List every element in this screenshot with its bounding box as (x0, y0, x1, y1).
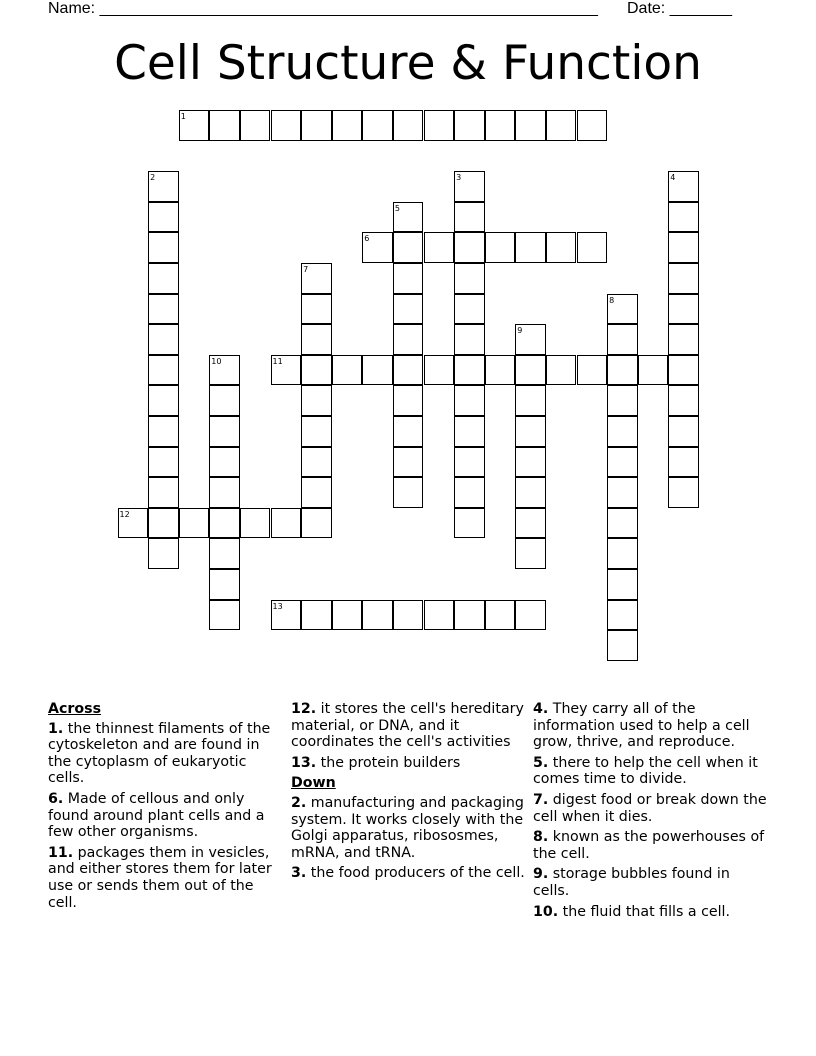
grid-cell[interactable] (546, 232, 577, 263)
grid-cell[interactable] (209, 508, 240, 539)
grid-cell[interactable] (607, 416, 638, 447)
clue-number-label: 3 (456, 173, 462, 183)
grid-cell[interactable] (271, 508, 302, 539)
clue-number-label: 9 (517, 326, 523, 336)
down-heading: Down (291, 775, 336, 792)
grid-cell[interactable] (515, 110, 546, 141)
grid-cell[interactable] (393, 263, 424, 294)
grid-cell[interactable] (454, 232, 485, 263)
clue-across-6: 6. Made of cellous and only found around plant cells and a few other organisms. (48, 790, 265, 841)
grid-cell[interactable] (393, 232, 424, 263)
grid-cell[interactable] (638, 355, 669, 386)
clue-down-8: 8. known as the powerhouses of the cell. (533, 829, 765, 862)
grid-cell[interactable] (454, 294, 485, 325)
grid-cell[interactable] (454, 324, 485, 355)
grid-cell[interactable] (454, 508, 485, 539)
grid-cell[interactable] (485, 600, 516, 631)
grid-cell[interactable] (607, 569, 638, 600)
clue-down-10: 10. the fluid that fills a cell. (533, 903, 730, 920)
grid-cell[interactable] (668, 294, 699, 325)
grid-cell[interactable] (668, 202, 699, 233)
grid-cell[interactable] (485, 232, 516, 263)
clue-number-label: 11 (272, 356, 283, 366)
grid-cell[interactable] (209, 569, 240, 600)
grid-cell[interactable] (546, 355, 577, 386)
clue-number-label: 8 (609, 295, 615, 305)
grid-cell[interactable] (301, 416, 332, 447)
grid-cell[interactable] (515, 447, 546, 478)
clue-down-4: 4. They carry all of the information used to help a cell grow, thrive, and reproduce. (533, 701, 750, 751)
grid-cell[interactable] (607, 385, 638, 416)
grid-cell[interactable] (301, 508, 332, 539)
grid-cell[interactable] (393, 294, 424, 325)
grid-cell[interactable] (393, 385, 424, 416)
grid-cell[interactable] (209, 447, 240, 478)
clue-down-7: 7. digest food or break down the cell when it dies. (533, 791, 767, 825)
grid-cell[interactable] (209, 385, 240, 416)
grid-cell[interactable] (668, 355, 699, 386)
grid-cell[interactable] (148, 477, 179, 508)
grid-cell[interactable] (301, 385, 332, 416)
grid-cell[interactable] (577, 110, 608, 141)
grid-cell[interactable] (179, 508, 210, 539)
grid-cell[interactable] (515, 385, 546, 416)
grid-cell[interactable] (668, 385, 699, 416)
clue-number-label: 10 (211, 356, 222, 366)
grid-cell[interactable] (301, 110, 332, 141)
grid-cell[interactable] (424, 600, 455, 631)
clue-down-3: 3. the food producers of the cell. (291, 865, 525, 882)
grid-cell[interactable] (240, 110, 271, 141)
page-title: Cell Structure & Function (114, 36, 702, 91)
clue-across-11: 11. packages them in vesicles, and either stores them for later use or sends them out of the cell. (48, 844, 272, 911)
clue-across-13: 13. the protein builders (291, 754, 461, 771)
clue-number-label: 4 (670, 173, 676, 183)
grid-cell[interactable] (577, 355, 608, 386)
clue-down-2: 2. manufacturing and packaging system. It works closely with the Golgi apparatus, ribososmes, mRNA, and tRNA. (291, 794, 524, 861)
clue-number-label: 6 (364, 234, 370, 244)
clues-column-1 (48, 701, 284, 915)
grid-cell[interactable] (148, 416, 179, 447)
clues-column-2 (291, 701, 527, 886)
date-field[interactable]: Date: _______ (627, 0, 732, 17)
grid-cell[interactable] (607, 630, 638, 661)
grid-cell[interactable] (393, 600, 424, 631)
grid-cell[interactable] (454, 110, 485, 141)
clues-column-3 (533, 701, 769, 924)
grid-cell[interactable] (607, 477, 638, 508)
grid-cell[interactable] (668, 447, 699, 478)
grid-cell[interactable] (209, 600, 240, 631)
grid-cell[interactable] (148, 508, 179, 539)
grid-cell[interactable] (485, 355, 516, 386)
grid-cell[interactable] (454, 385, 485, 416)
grid-cell[interactable] (485, 110, 516, 141)
grid-cell[interactable] (301, 294, 332, 325)
grid-cell[interactable] (454, 202, 485, 233)
grid-cell[interactable] (607, 447, 638, 478)
grid-cell[interactable] (393, 110, 424, 141)
grid-cell[interactable] (668, 232, 699, 263)
grid-cell[interactable] (148, 324, 179, 355)
grid-cell[interactable] (515, 600, 546, 631)
grid-cell[interactable] (362, 600, 393, 631)
grid-cell[interactable] (393, 416, 424, 447)
clue-number-label: 13 (272, 601, 283, 611)
grid-cell[interactable] (393, 324, 424, 355)
grid-cell[interactable] (393, 355, 424, 386)
grid-cell[interactable] (301, 447, 332, 478)
grid-cell[interactable] (668, 416, 699, 447)
grid-cell[interactable] (148, 355, 179, 386)
across-heading: Across (48, 701, 102, 717)
grid-cell[interactable] (515, 538, 546, 569)
grid-cell[interactable] (393, 447, 424, 478)
grid-cell[interactable] (515, 416, 546, 447)
grid-cell[interactable] (148, 232, 179, 263)
grid-cell[interactable] (424, 232, 455, 263)
grid-cell[interactable] (607, 508, 638, 539)
grid-cell[interactable] (209, 538, 240, 569)
grid-cell[interactable] (515, 232, 546, 263)
clue-down-9: 9. storage bubbles found in cells. (533, 866, 730, 899)
clue-number-label: 1 (180, 112, 186, 121)
clue-number-label: 12 (119, 509, 130, 519)
grid-cell[interactable] (332, 355, 363, 386)
grid-cell[interactable] (454, 355, 485, 386)
grid-cell[interactable] (332, 110, 363, 141)
clue-number-label: 7 (303, 265, 309, 274)
grid-cell[interactable] (301, 600, 332, 631)
grid-cell[interactable] (424, 110, 455, 141)
clue-across-12: 12. it stores the cell's hereditary material, or DNA, and it coordinates the cell's activities (291, 701, 524, 751)
grid-cell[interactable] (393, 477, 424, 508)
grid-cell[interactable] (148, 447, 179, 478)
grid-cell[interactable] (271, 110, 302, 141)
grid-cell[interactable] (424, 355, 455, 386)
grid-cell[interactable] (607, 355, 638, 386)
grid-cell[interactable] (668, 324, 699, 355)
grid-cell[interactable] (515, 508, 546, 539)
grid-cell[interactable] (454, 416, 485, 447)
grid-cell[interactable] (515, 355, 546, 386)
grid-cell[interactable] (607, 538, 638, 569)
grid-cell[interactable] (454, 600, 485, 631)
grid-cell[interactable] (362, 355, 393, 386)
grid-cell[interactable] (668, 263, 699, 294)
grid-cell[interactable] (148, 294, 179, 325)
grid-cell[interactable] (454, 447, 485, 478)
grid-cell[interactable] (148, 538, 179, 569)
grid-cell[interactable] (148, 263, 179, 294)
clue-number-label: 5 (394, 203, 400, 213)
grid-cell[interactable] (301, 355, 332, 386)
grid-cell[interactable] (209, 110, 240, 141)
grid-cell[interactable] (240, 508, 271, 539)
name-field[interactable]: Name: ________________________________________________________ (48, 0, 598, 17)
grid-cell[interactable] (301, 477, 332, 508)
grid-cell[interactable] (301, 324, 332, 355)
grid-cell[interactable] (607, 600, 638, 631)
grid-cell[interactable] (148, 202, 179, 233)
grid-cell[interactable] (546, 110, 577, 141)
grid-cell[interactable] (362, 110, 393, 141)
grid-cell[interactable] (454, 477, 485, 508)
grid-cell[interactable] (148, 385, 179, 416)
grid-cell[interactable] (332, 600, 363, 631)
grid-cell[interactable] (209, 477, 240, 508)
clue-down-5: 5. there to help the cell when it comes time to divide. (533, 754, 758, 788)
grid-cell[interactable] (454, 263, 485, 294)
grid-cell[interactable] (515, 477, 546, 508)
grid-cell[interactable] (607, 324, 638, 355)
grid-cell[interactable] (577, 232, 608, 263)
grid-cell[interactable] (668, 477, 699, 508)
grid-cell[interactable] (209, 416, 240, 447)
clue-number-label: 2 (150, 173, 156, 183)
clue-across-1: 1. the thinnest filaments of the cytoskeleton and are found in the cytoplasm of eukaryotic cells. (48, 720, 271, 787)
